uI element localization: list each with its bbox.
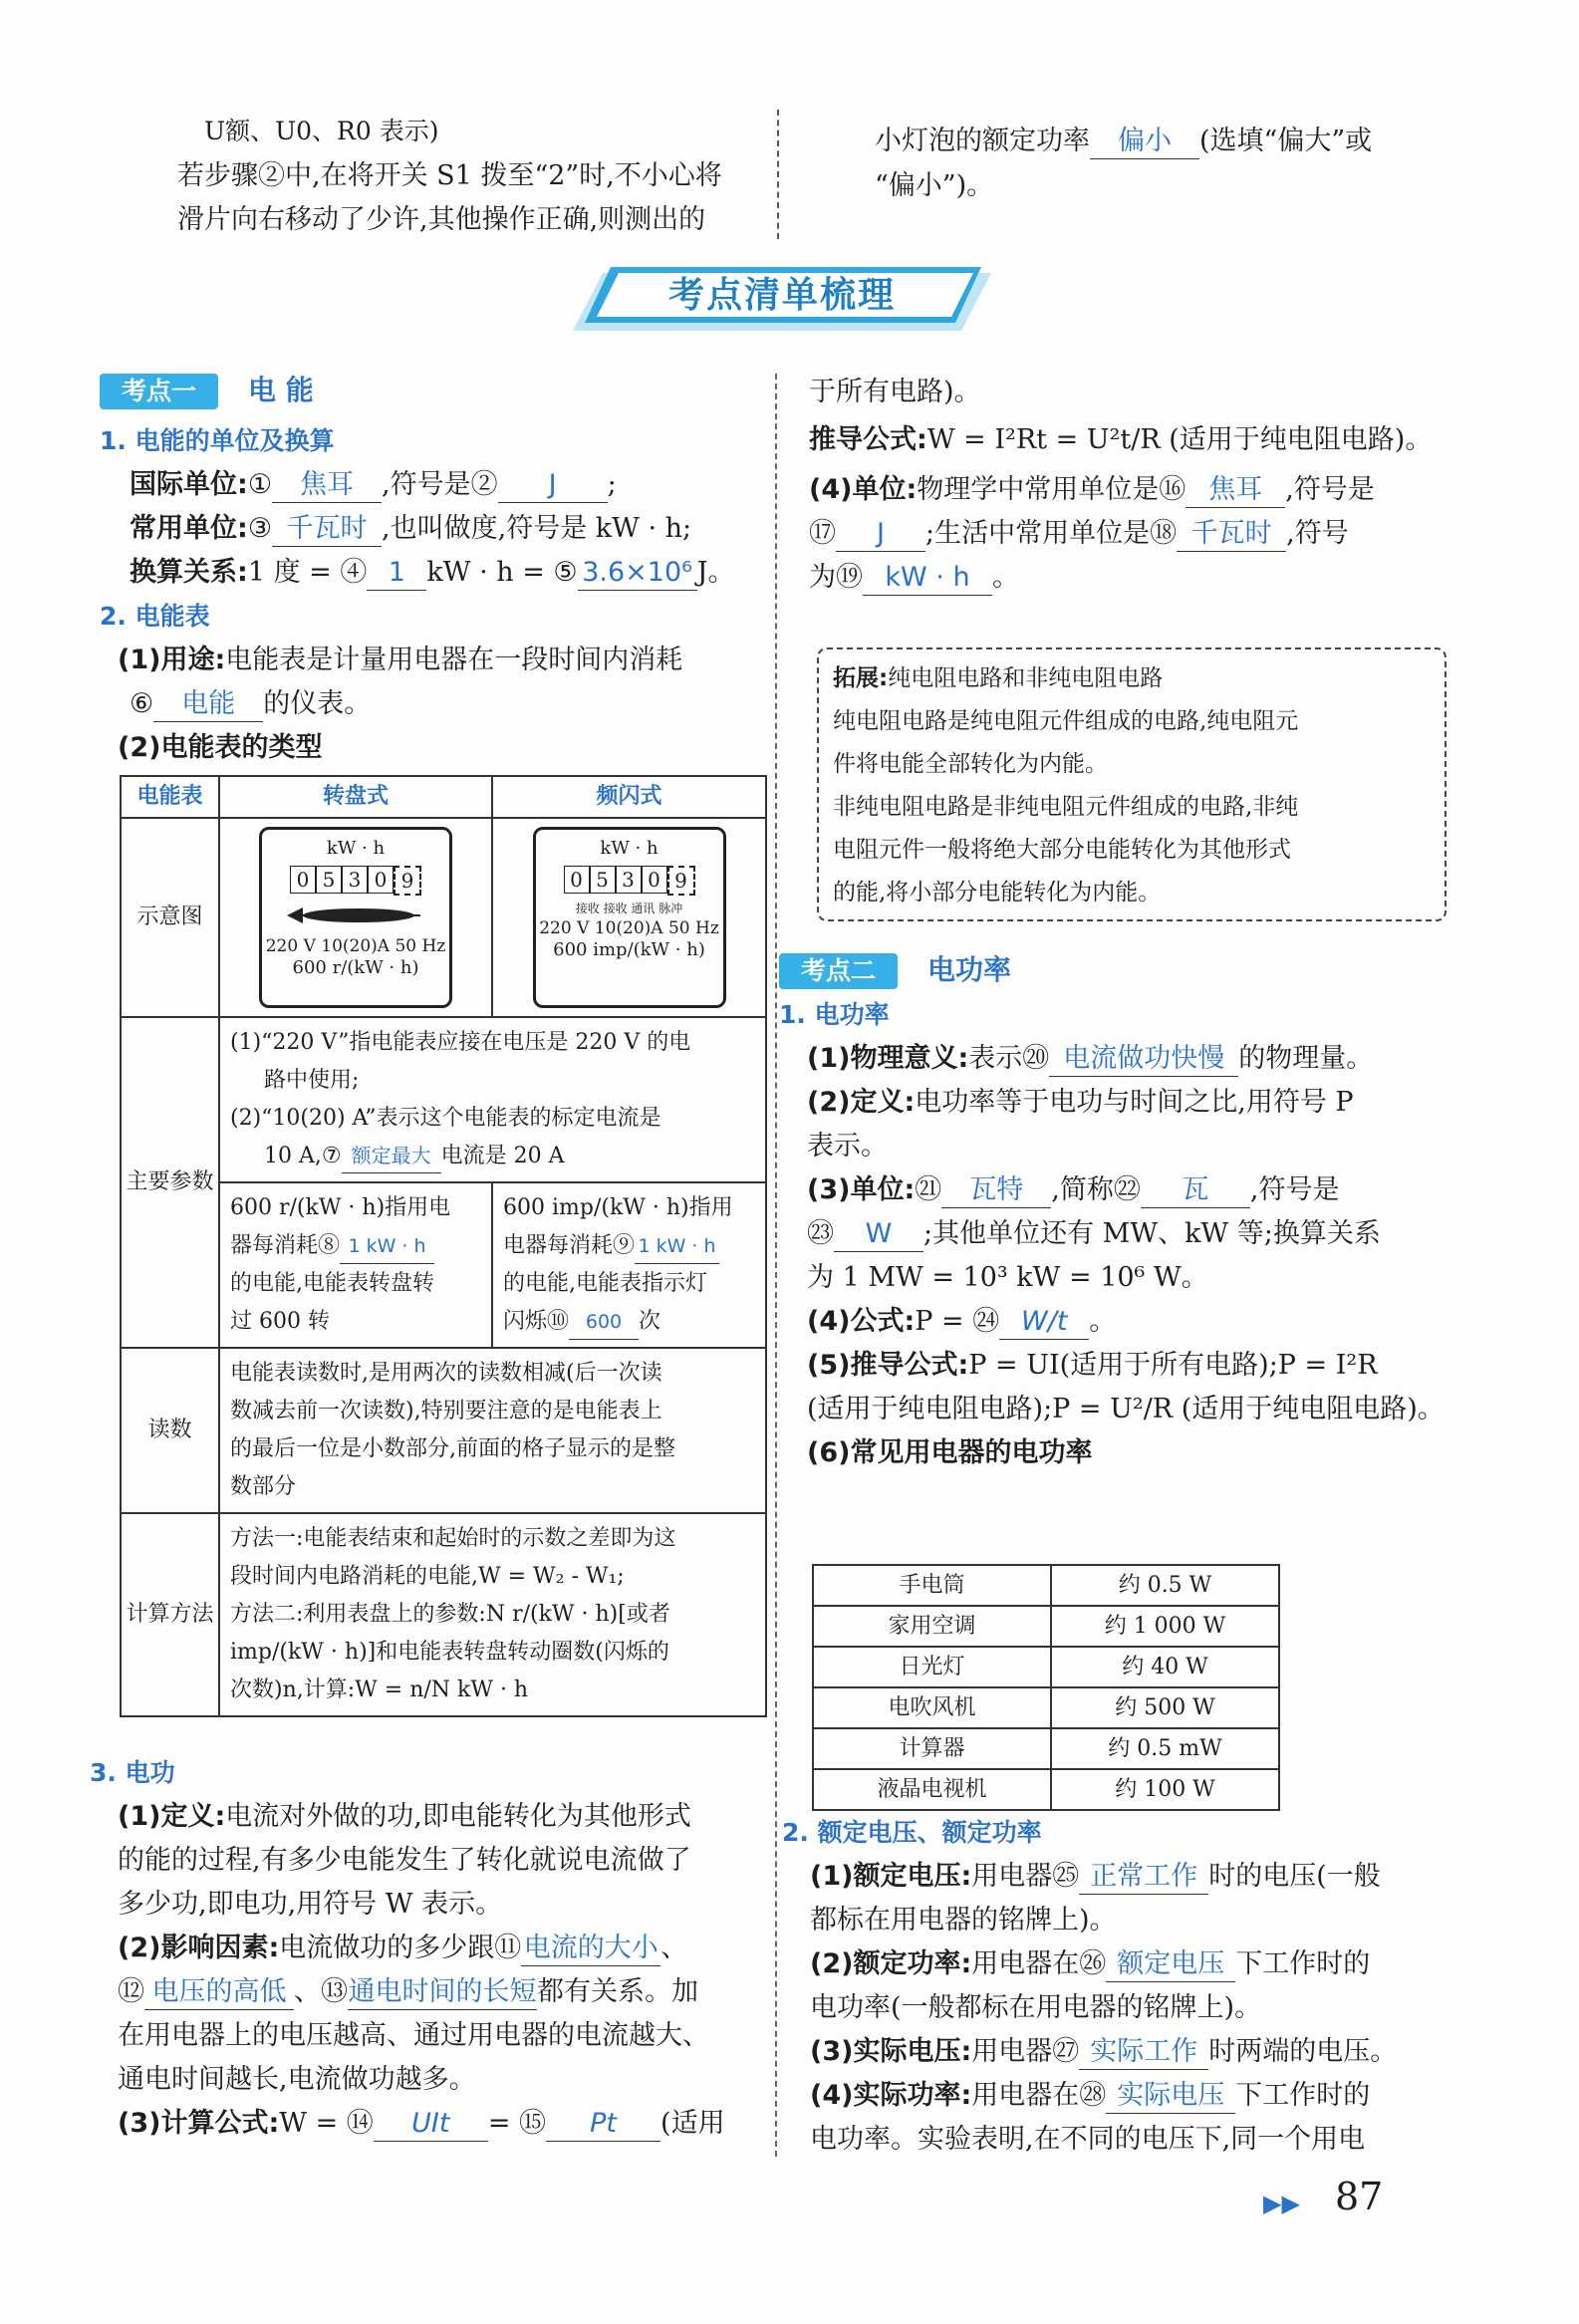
appliance-name: 电吹风机 bbox=[813, 1687, 1051, 1728]
right-line1: 于所有电路)。 bbox=[809, 377, 981, 407]
appliance-power: 约 0.5 W bbox=[1051, 1565, 1279, 1606]
unit-line: 国际单位:① 焦耳 ,符号是② J ; bbox=[130, 463, 767, 507]
common-unit-line: 常用单位:③ 千瓦时 ,也叫做度,符号是 kW · h; bbox=[130, 507, 767, 551]
power-row bbox=[813, 1728, 1279, 1769]
extension-label: 拓展: bbox=[833, 665, 889, 691]
row-label-calc: 计算方法 bbox=[121, 1513, 219, 1716]
power-derived-line1: (5)推导公式:P = UI(适用于所有电路);P = I²R bbox=[807, 1350, 1378, 1381]
kd2-s1-heading: 1. 电功率 bbox=[779, 1000, 890, 1029]
page-number: 87 bbox=[1335, 2175, 1384, 2218]
calc-formula-line: (3)计算公式:W = ⑭ UIt = ⑮ Pt (适用 bbox=[118, 2102, 777, 2146]
power-unit-line2: ㉓ W ;其他单位还有 MW、kW 等;换算关系 bbox=[807, 1212, 1476, 1256]
power-meaning-line: (1)物理意义:表示⑳ 电流做功快慢 的物理量。 bbox=[807, 1037, 1476, 1081]
meter-table bbox=[120, 775, 767, 1717]
power-unit-line1: (3)单位:㉑ 瓦特 ,简称㉒ 瓦 ,符号是 bbox=[807, 1168, 1476, 1212]
row-label-diagram: 示意图 bbox=[121, 818, 219, 1017]
dial-disc-icon bbox=[281, 904, 430, 927]
banner-title: 考点清单梳理 bbox=[667, 275, 896, 316]
top-right-line1: 小灯泡的额定功率 偏小 (选填“偏大”或 bbox=[875, 120, 1372, 163]
power-row bbox=[813, 1565, 1279, 1606]
section-banner bbox=[573, 267, 991, 337]
table-header-dial: 转盘式 bbox=[219, 776, 492, 818]
kd1-badge: 考点一 bbox=[100, 374, 218, 409]
top-right-line2: “偏小”)。 bbox=[875, 170, 994, 201]
next-arrow-icon: ▶▶ bbox=[1263, 2190, 1300, 2217]
appliance-name: 计算器 bbox=[813, 1728, 1051, 1769]
kd1-s2-heading: 2. 电能表 bbox=[100, 602, 210, 631]
row-label-reading: 读数 bbox=[121, 1348, 219, 1513]
params-cell: (1)“220 V”指电能表应接在电压是 220 V 的电 路中使用; (2)“10(20) A”表示这个电能表的标定电流是 10 A,⑦ 额定最大 电流是 20 A bbox=[219, 1017, 766, 1182]
calc-cell: 方法一:电能表结束和起始时的示数之差即为这 段时间内电路消耗的电能,W = W₂ - W₁; 方法二:利用表盘上的参数:N r/(kW · h)[或者 imp/(kW · h)]和电能表转盘转动圈数(闪烁的 次数)n,计算:W = n/N kW · h bbox=[219, 1513, 766, 1716]
actual-power-line2: 电功率。实验表明,在不同的电压下,同一个用电 bbox=[810, 2124, 1366, 2155]
factor-line3: 在用电器上的电压越高、通过用电器的电流越大、 bbox=[118, 2020, 709, 2051]
actual-voltage-line: (3)实际电压:用电器㉗ 实际工作 时两端的电压。 bbox=[810, 2030, 1479, 2074]
appliance-power: 约 500 W bbox=[1051, 1687, 1279, 1728]
dial-meter-cell bbox=[219, 818, 492, 1017]
power-def-line: (2)定义:电功率等于电功与时间之比,用符号 P bbox=[807, 1087, 1354, 1118]
meter-unit: kW · h bbox=[326, 838, 386, 859]
table-header-flash: 频闪式 bbox=[492, 776, 766, 818]
unit4-line3: 为⑲ kW · h 。 bbox=[809, 556, 1466, 600]
meter-tags: 接收 接收 通讯 脉冲 bbox=[575, 902, 683, 915]
rated-power-line1: (2)额定功率:用电器在㉖ 额定电压 下工作时的 bbox=[810, 1942, 1479, 1986]
flash-meter-digits: 0 5 3 0 9 bbox=[536, 866, 723, 896]
dial-param-cell: 600 r/(kW · h)指用电 器每消耗⑧ 1 kW · h 的电能,电能表转盘转 过 600 转 bbox=[219, 1182, 492, 1348]
meter-use-line: (1)用途:电能表是计量用电器在一段时间内消耗 bbox=[118, 645, 683, 675]
power-def-line2: 表示。 bbox=[807, 1131, 888, 1162]
power-derived-line2: (适用于纯电阻电路);P = U²/R (适用于纯电阻电路)。 bbox=[807, 1394, 1445, 1424]
kd1-title: 电 能 bbox=[248, 374, 314, 406]
kd2-badge: 考点二 bbox=[779, 953, 898, 989]
actual-power-line1: (4)实际功率:用电器在㉘ 实际电压 下工作时的 bbox=[810, 2074, 1479, 2118]
work-def-line1: (1)定义:电流对外做的功,即电能转化为其他形式 bbox=[118, 1801, 691, 1832]
meter-type-label: (2)电能表的类型 bbox=[118, 732, 323, 763]
flash-param-cell: 600 imp/(kW · h)指用 电器每消耗⑨ 1 kW · h 的电能,电能表指示灯 闪烁⑩ 600 次 bbox=[492, 1182, 766, 1348]
power-row bbox=[813, 1687, 1279, 1728]
top-left-line2: 若步骤②中,在将开关 S1 拨至“2”时,不小心将 bbox=[177, 160, 722, 191]
appliance-name: 日光灯 bbox=[813, 1647, 1051, 1687]
rated-voltage-line2: 都标在用电器的铭牌上)。 bbox=[810, 1905, 1117, 1936]
kd1-s1-heading: 1. 电能的单位及换算 bbox=[100, 426, 335, 455]
factor-line1: (2)影响因素:电流做功的多少跟⑪电流的大小、 bbox=[118, 1927, 777, 1970]
power-formula-line: (4)公式:P = ㉔ W/t 。 bbox=[807, 1300, 1476, 1344]
appliance-power: 约 40 W bbox=[1051, 1647, 1279, 1687]
power-unit-line3: 为 1 MW = 10³ kW = 10⁶ W。 bbox=[807, 1262, 1208, 1293]
kd2-s2-heading: 2. 额定电压、额定功率 bbox=[782, 1818, 1042, 1847]
reading-cell: 电能表读数时,是用两次的读数相减(后一次读 数减去前一次读数),特别要注意的是电能表上 的最后一位是小数部分,前面的格子显示的是整 数部分 bbox=[219, 1348, 766, 1513]
meter-use-line2: ⑥ 电能 的仪表。 bbox=[130, 682, 767, 726]
table-header-meter: 电能表 bbox=[121, 776, 219, 818]
rated-power-line2: 电功率(一般都标在用电器的铭牌上)。 bbox=[810, 1992, 1262, 2023]
power-row bbox=[813, 1606, 1279, 1647]
appliance-power: 约 1 000 W bbox=[1051, 1606, 1279, 1647]
extension-line3: 非纯电阻电路是非纯电阻元件组成的电路,非纯 bbox=[833, 794, 1299, 820]
extension-title: 纯电阻电路和非纯电阻电路 bbox=[888, 665, 1164, 691]
power-table bbox=[812, 1564, 1280, 1811]
appliance-name: 家用空调 bbox=[813, 1606, 1051, 1647]
appliance-power: 约 100 W bbox=[1051, 1769, 1279, 1810]
factor-line4: 通电时间越长,电流做功越多。 bbox=[118, 2064, 476, 2095]
meter-digits: 0 5 3 0 9 bbox=[262, 866, 449, 896]
appliance-power: 约 0.5 mW bbox=[1051, 1728, 1279, 1769]
unit4-line2: ⑰ J ;生活中常用单位是⑱ 千瓦时 ,符号 bbox=[809, 512, 1466, 556]
extension-line2: 件将电能全部转化为内能。 bbox=[833, 751, 1108, 777]
extension-box bbox=[817, 647, 1447, 921]
extension-line1: 纯电阻电路是纯电阻元件组成的电路,纯电阻元 bbox=[833, 708, 1299, 734]
flash-meter-cell bbox=[492, 818, 766, 1017]
dial-meter: kW · h 0 5 3 0 9 220 V 10(20)A 50 Hz 600 r/(kW · h) bbox=[259, 827, 452, 1008]
extension-line4: 电阻元件一般将绝大部分电能转化为其他形式 bbox=[833, 837, 1291, 863]
factor-line2: ⑫ 电压的高低 、⑬通电时间的长短都有关系。加 bbox=[118, 1970, 777, 2014]
common-power-label: (6)常见用电器的电功率 bbox=[807, 1437, 1093, 1468]
kd1-s3-heading: 3. 电功 bbox=[90, 1758, 175, 1787]
top-left-line1: U额、U0、R0 表示) bbox=[204, 117, 439, 145]
work-def-line2: 的能的过程,有多少电能发生了转化就说电流做了 bbox=[118, 1845, 691, 1876]
unit4-line1: (4)单位:物理学中常用单位是⑯ 焦耳 ,符号是 bbox=[809, 468, 1466, 512]
kd2-title: 电功率 bbox=[927, 953, 1012, 986]
power-row bbox=[813, 1769, 1279, 1810]
row-label-params: 主要参数 bbox=[121, 1017, 219, 1348]
flash-meter: kW · h 0 5 3 0 9 接收 接收 通讯 脉冲 220 V 10(20)A 50 Hz 600 imp/(kW · h) bbox=[533, 827, 726, 1008]
power-row bbox=[813, 1647, 1279, 1687]
column-divider-top bbox=[777, 110, 781, 239]
top-left-line3: 滑片向右移动了少许,其他操作正确,则测出的 bbox=[177, 204, 706, 235]
rated-voltage-line1: (1)额定电压:用电器㉕ 正常工作 时的电压(一般 bbox=[810, 1855, 1479, 1899]
extension-line5: 的能,将小部分电能转化为内能。 bbox=[833, 880, 1162, 905]
appliance-name: 液晶电视机 bbox=[813, 1769, 1051, 1810]
derived-formula-line: 推导公式:W = I²Rt = U²t/R (适用于纯电阻电路)。 bbox=[809, 424, 1433, 455]
work-def-line3: 多少功,即电功,用符号 W 表示。 bbox=[118, 1889, 503, 1920]
conversion-line: 换算关系:1 度 = ④ 1 kW · h = ⑤ 3.6×10⁶ J。 bbox=[130, 551, 767, 595]
appliance-name: 手电筒 bbox=[813, 1565, 1051, 1606]
